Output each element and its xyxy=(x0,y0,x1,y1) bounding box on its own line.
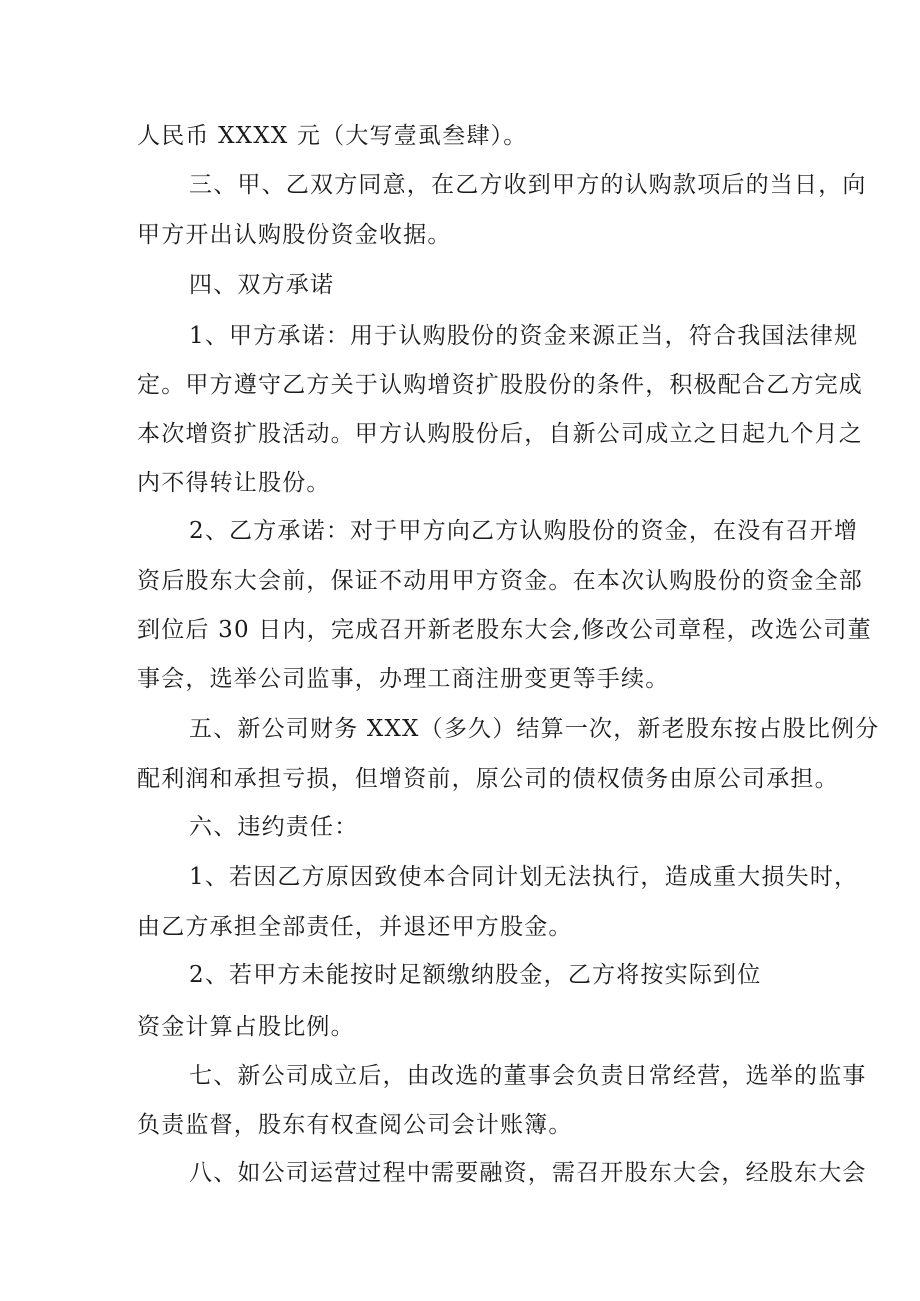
clause-6-2-line: 2、若甲方未能按时足额缴纳股金，乙方将按实际到位 xyxy=(189,962,762,988)
clause-3-line: 三、甲、乙双方同意，在乙方收到甲方的认购款项后的当日，向 xyxy=(189,172,867,198)
text-line: 甲方开出认购股份资金收据。 xyxy=(137,222,452,248)
text-line: 内不得转让股份。 xyxy=(137,470,331,496)
text-line: 本次增资扩股活动。甲方认购股份后，自新公司成立之日起九个月之 xyxy=(137,421,863,447)
clause-6-1-line: 1、若因乙方原因致使本合同计划无法执行，造成重大损失时， xyxy=(189,864,859,890)
clause-8-line: 八、如公司运营过程中需要融资，需召开股东大会，经股东大会 xyxy=(189,1160,867,1186)
text-line: 事会，选举公司监事，办理工商注册变更等手续。 xyxy=(137,666,670,692)
clause-7-line: 七、新公司成立后，由改选的董事会负责日常经营，选举的监事 xyxy=(189,1063,867,1089)
clause-4-heading: 四、双方承诺 xyxy=(189,272,335,298)
text-line: 由乙方承担全部责任，并退还甲方股金。 xyxy=(137,914,573,940)
text-line: 人民币 XXXX 元（大写壹虱叁肆）。 xyxy=(137,123,528,149)
text-line: 资金计算占股比例。 xyxy=(137,1014,355,1040)
text-line: 负责监督，股东有权查阅公司会计账簿。 xyxy=(137,1112,573,1138)
text-line: 资后股东大会前，保证不动用甲方资金。在本次认购股份的资金全部 xyxy=(137,568,863,594)
text-line: 定。甲方遵守乙方关于认购增资扩股股份的条件，积极配合乙方完成 xyxy=(137,372,863,398)
clause-6-heading: 六、违约责任： xyxy=(189,814,359,840)
clause-4-1-line: 1、甲方承诺：用于认购股份的资金来源正当，符合我国法律规 xyxy=(189,323,859,349)
text-line: 到位后 30 日内，完成召开新老股东大会,修改公司章程，改选公司董 xyxy=(137,617,872,643)
clause-4-2-line: 2、乙方承诺：对于甲方向乙方认购股份的资金，在没有召开增 xyxy=(189,518,859,544)
clause-5-line: 五、新公司财务 XXX（多久）结算一次，新老股东按占股比例分 xyxy=(189,716,880,742)
text-line: 配利润和承担亏损，但增资前，原公司的债权债务由原公司承担。 xyxy=(137,766,839,792)
